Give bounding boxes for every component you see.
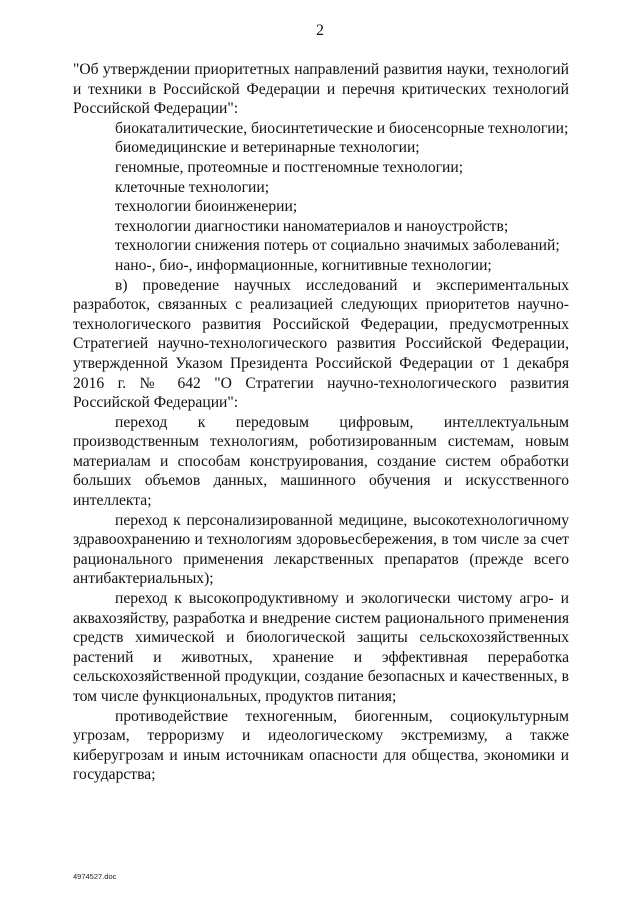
list-item: клеточные технологии; bbox=[115, 178, 270, 196]
paragraph-section-v: в) проведение научных исследований и экспериментальных разработок, связанных с реализацией следующих приоритетов научно-технологического развития Российской Федерации, предусмотренных Стратегией научно-технологического развития Российской Федерации, утвержденной Указом Президента Российской Федерации от 1 декабря 2016 г. № 642 "О Стратегии научно-технологического развития Российской Федерации": bbox=[73, 276, 569, 412]
list-item: технологии снижения потерь от социально значимых заболеваний; bbox=[115, 237, 560, 255]
paragraph-priority-security: противодействие техногенным, биогенным, социокультурным угрозам, терроризму и идеологическому экстремизму, а также киберугрозам и иным источникам опасности для общества, экономики и государства; bbox=[73, 707, 569, 784]
list-item: биокаталитические, биосинтетические и биосенсорные технологии; bbox=[115, 119, 569, 137]
paragraph-priority-medicine: переход к персонализированной медицине, высокотехнологичному здравоохранению и технологиям здоровьесбережения, в том числе за счет рационального применения лекарственных препаратов (прежде всего антибактериальных); bbox=[73, 511, 569, 588]
paragraph-priority-digital: переход к передовым цифровым, интеллектуальным производственным технологиям, роботизированным системам, новым материалам и способам конструирования, создание систем обработки больших объемов данных, машинного обучения и искусственного интеллекта; bbox=[73, 413, 569, 510]
list-item: технологии диагностики наноматериалов и наноустройств; bbox=[115, 217, 509, 235]
paragraph-decree-title: "Об утверждении приоритетных направлений развития науки, технологий и техники в Российской Федерации и перечня критических технологий Российской Федерации": bbox=[73, 61, 569, 118]
footer-filename: 4974527.doc bbox=[73, 872, 117, 881]
list-item: геномные, протеомные и постгеномные технологии; bbox=[115, 158, 464, 176]
list-item: технологии биоинженерии; bbox=[115, 198, 298, 216]
list-item: биомедицинские и ветеринарные технологии; bbox=[115, 139, 420, 157]
list-item: нано-, био-, информационные, когнитивные технологии; bbox=[115, 256, 492, 274]
page-number: 2 bbox=[316, 22, 324, 39]
paragraph-priority-agro: переход к высокопродуктивному и экологически чистому агро- и аквахозяйству, разработка и внедрение систем рационального применения средств химической и биологической защиты сельскохозяйственных растений и животных, хранение и эффективная переработка сельскохозяйственной продукции, создание безопасных и качественных, в том числе функциональных, продуктов питания; bbox=[73, 590, 569, 705]
document-body bbox=[73, 60, 569, 785]
